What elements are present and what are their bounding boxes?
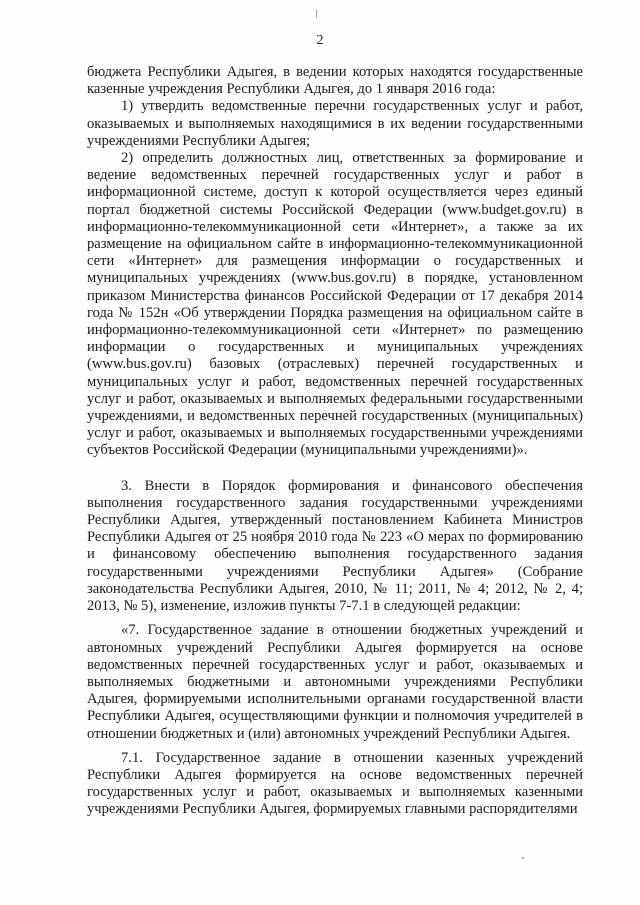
paragraph-section-3: 3. Внести в Порядок формирования и финансового обеспечения выполнения государственного задания государственными учреждениями Республики Адыгея, утвержденный постановлением Кабинета Министров Республики Адыгея от 25 ноября 2010 года № 223 «О мерах по формированию и финансовому обеспечению выполнения государственного задания государственными учреждениями Республики Адыгея» (Собрание законодательства Республики Адыгея, 2010, № 11; 2011, № 4; 2012, № 2, 4; 2013, № 5), изменение, изложив пункты 7-7.1 в следующей редакции:	[87, 477, 583, 615]
paragraph-clause-7: «7. Государственное задание в отношении бюджетных учреждений и автономных учреждений Республики Адыгея формируется на основе ведомственных перечней государственных услуг и работ, оказываемых и выполняемых бюджетными и автономными учреждениями Республики Адыгея, формируемыми исполнительными органами государственной власти Республики Адыгея, осуществляющими функции и полномочия учредителей в отношении бюджетных и (или) автономных учреждений Республики Адыгея.	[87, 622, 583, 742]
document-body	[87, 64, 583, 819]
paragraph-spacer	[87, 743, 583, 750]
paragraph-item-1: 1) утвердить ведомственные перечни государственных услуг и работ, оказываемых и выполняемых находящимися в их ведении государственными учреждениями Республики Адыгея;	[87, 98, 583, 149]
paragraph-spacer	[87, 615, 583, 622]
paragraph-clause-7-1: 7.1. Государственное задание в отношении казенных учреждений Республики Адыгея формируется на основе ведомственных перечней государственных услуг и работ, оказываемых и выполняемых казенными учреждениями Республики Адыгея, формируемых главными распорядителями	[87, 749, 583, 818]
page-number: 2	[316, 33, 324, 48]
scan-artifact-mark	[316, 10, 317, 18]
paragraph-spacer	[87, 460, 583, 478]
paragraph-item-2: 2) определить должностных лиц, ответственных за формирование и ведение ведомственных перечней государственных услуг и работ в информационной системе, доступ к которой осуществляется через единый портал бюджетной системы Российской Федерации (www.budget.gov.ru) в информационно-телекоммуникационной сети «Интернет», а также за их размещение на официальном сайте в информационно-телекоммуникационной сети «Интернет» для размещения информации о государственных и муниципальных учреждениях (www.bus.gov.ru) в порядке, установленном приказом Министерства финансов Российской Федерации от 17 декабря 2014 года № 152н «Об утверждении Порядка размещения на официальном сайте в информационно-телекоммуникационной сети «Интернет» по размещению информации о государственных и муниципальных учреждениях (www.bus.gov.ru) базовых (отраслевых) перечней государственных и муниципальных услуг и работ, ведомственных перечней государственных услуг и работ, оказываемых и выполняемых федеральными государственными учреждениями, и ведомственных перечней государственных (муниципальных) услуг и работ, оказываемых и выполняемых государственными учреждениями субъектов Российской Федерации (муниципальными учреждениями)».	[87, 150, 583, 459]
scan-artifact-dot	[522, 857, 524, 859]
paragraph-continuation: бюджета Республики Адыгея, в ведении которых находятся государственные казенные учреждения Республики Адыгея, до 1 января 2016 года:	[87, 64, 583, 98]
